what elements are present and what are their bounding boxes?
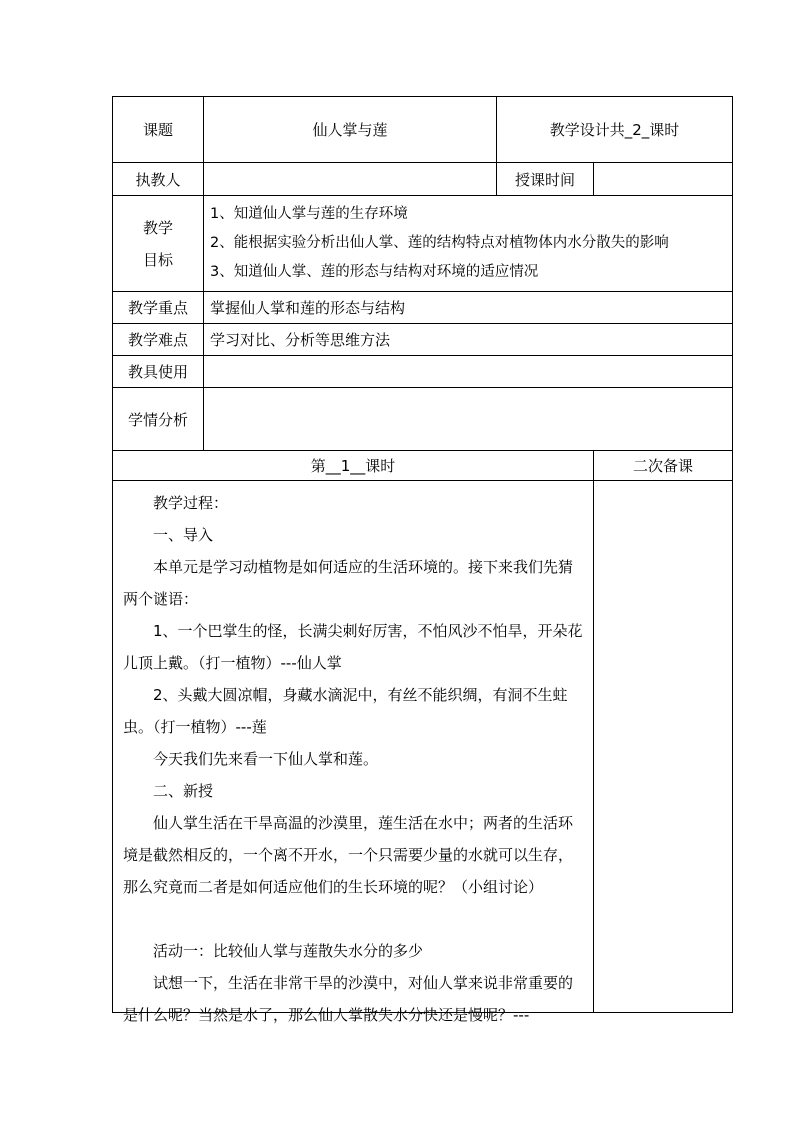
design-periods-note: 教学设计共_2_课时 <box>497 97 733 163</box>
tools-row <box>113 356 733 388</box>
time-label: 授课时间 <box>497 163 594 196</box>
process-blank-line <box>123 903 585 935</box>
goals-content <box>204 196 733 292</box>
key-point-label: 教学重点 <box>113 292 204 324</box>
topic-label: 课题 <box>113 97 204 163</box>
key-point-value: 掌握仙人掌和莲的形态与结构 <box>204 292 733 324</box>
process-paragraph: 活动一：比较仙人掌与莲散失水分的多少 <box>153 942 424 960</box>
topic-value: 仙人掌与莲 <box>204 97 497 163</box>
goal-item: 1、知道仙人掌与莲的生存环境 <box>210 206 408 222</box>
goals-label <box>113 196 204 292</box>
goals-label-line2: 目标 <box>142 250 173 269</box>
tools-label: 教具使用 <box>113 356 204 388</box>
tools-value <box>204 356 733 388</box>
process-paragraph: 二、新授 <box>153 782 214 800</box>
analysis-label: 学情分析 <box>113 388 204 451</box>
lesson-plan-table <box>112 96 733 1024</box>
key-point-row <box>113 292 733 324</box>
goal-item: 3、知道仙人掌、莲的形态与结构对环境的适应情况 <box>210 264 539 280</box>
goals-row <box>113 196 733 292</box>
process-paragraph: 试想一下，生活在非常干旱的沙漠中，对仙人掌来说非常重要的是什么呢？当然是水了，那么仙人掌散失水分快还是慢呢？--- <box>123 974 574 1024</box>
process-paragraph: 今天我们先来看一下仙人掌和莲。 <box>153 750 379 768</box>
teaching-process <box>113 481 593 1024</box>
process-paragraph: 一、导入 <box>153 526 214 544</box>
difficulty-row <box>113 324 733 356</box>
process-paragraph: 仙人掌生活在干旱高温的沙漠里，莲生活在水中；两者的生活环境是截然相反的，一个离不开水，一个只需要少量的水就可以生存，那么究竟而二者是如何适应他们的生长环境的呢？（小组讨论） <box>123 814 574 896</box>
backup-title: 二次备课 <box>594 451 733 481</box>
topic-row <box>113 97 733 163</box>
analysis-value <box>204 388 733 451</box>
teacher-value <box>204 163 497 196</box>
process-row <box>113 481 733 1013</box>
time-value <box>594 163 733 196</box>
analysis-row <box>113 388 733 451</box>
difficulty-value: 学习对比、分析等思维方法 <box>204 324 733 356</box>
process-paragraph: 教学过程： <box>153 494 229 512</box>
process-paragraph: 本单元是学习动植物是如何适应的生活环境的。接下来我们先猜两个谜语： <box>123 558 574 608</box>
period-header-row <box>113 451 733 481</box>
difficulty-label: 教学难点 <box>113 324 204 356</box>
goals-label-line1: 教学 <box>142 218 173 237</box>
teacher-row <box>113 163 733 196</box>
teaching-process-cell <box>113 481 594 1024</box>
process-paragraph: 1、一个巴掌生的怪，长满尖刺好厉害，不怕风沙不怕旱，开朵花儿顶上戴。（打一植物）---仙人掌 <box>123 622 583 672</box>
backup-notes-cell <box>594 481 733 1013</box>
goal-item: 2、能根据实验分析出仙人掌、莲的结构特点对植物体内水分散失的影响 <box>210 235 669 251</box>
teacher-label: 执教人 <box>113 163 204 196</box>
period-title: 第__1__课时 <box>113 451 594 481</box>
process-paragraph: 2、头戴大圆凉帽，身藏水滴泥中，有丝不能织绸，有洞不生蛀虫。（打一植物）---莲 <box>123 686 568 736</box>
